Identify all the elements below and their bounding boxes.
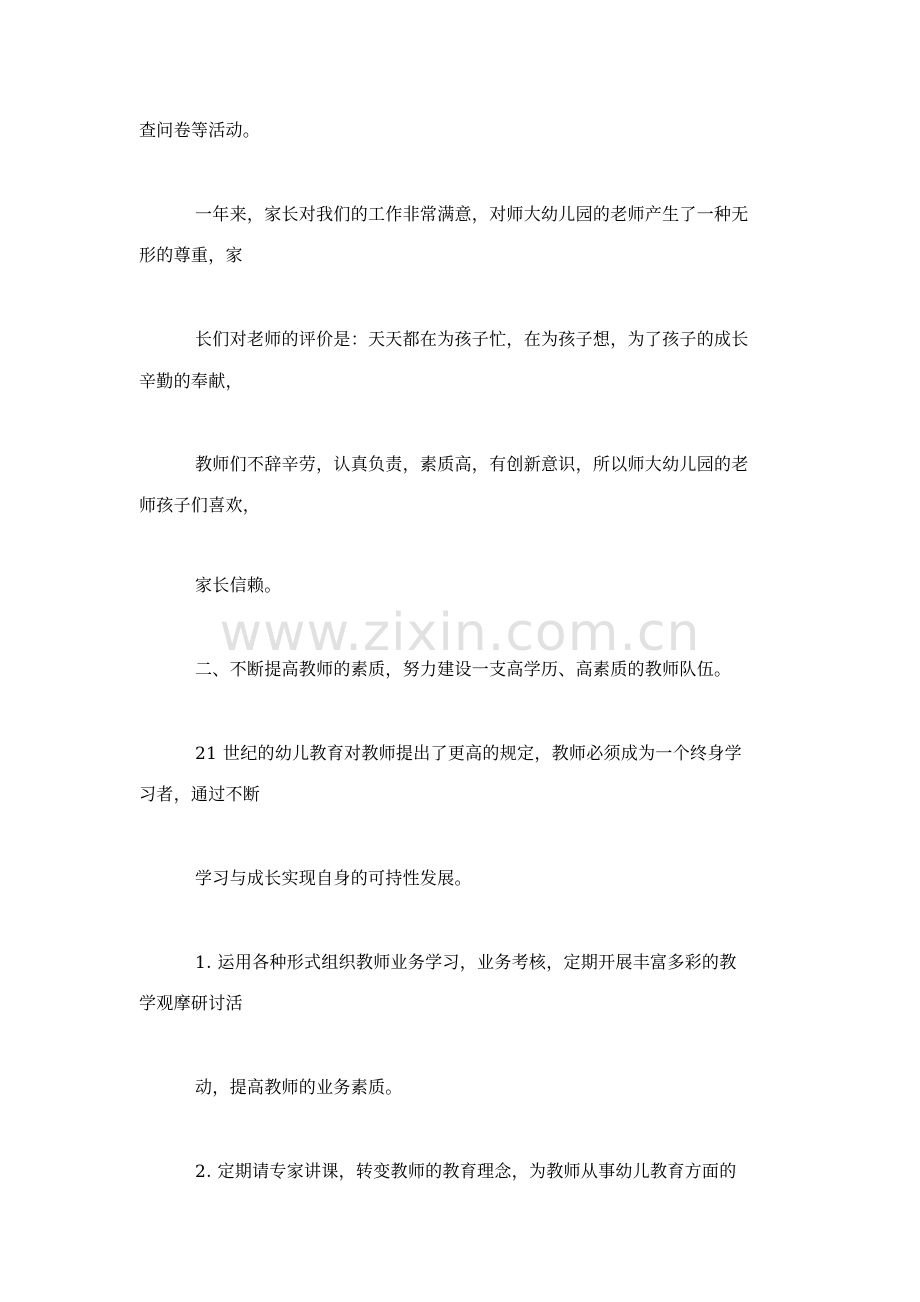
section-heading: 二、不断提高教师的素质，努力建设一支高学历、高素质的教师队伍。 [195, 660, 732, 680]
text-line: 动，提高教师的业务素质。 [195, 1078, 403, 1098]
text-line: 习者，通过不断 [139, 785, 261, 805]
text-line: 师孩子们喜欢， [139, 496, 261, 516]
text-line: 辛勤的奉献， [139, 372, 243, 392]
text-line: 学观摩研讨活 [139, 994, 243, 1014]
text-line: 一年来，家长对我们的工作非常满意，对师大幼儿园的老师产生了一种无 [195, 205, 749, 225]
list-item: 1. 运用各种形式组织教师业务学习，业务考核，定期开展丰富多彩的教 [195, 953, 737, 973]
text-line: 21 世纪的幼儿教育对教师提出了更高的规定，教师必须成为一个终身学 [195, 744, 742, 764]
text-line: 家长信赖。 [195, 576, 282, 596]
text-line: 教师们不辞辛劳，认真负责，素质高，有创新意识，所以师大幼儿园的老 [195, 455, 749, 475]
watermark: www.zixin.com.cn [219, 603, 701, 663]
text-line: 形的尊重，家 [139, 246, 243, 266]
text-line: 查问卷等活动。 [139, 121, 261, 141]
text-line: 长们对老师的评价是：天天都在为孩子忙，在为孩子想，为了孩子的成长 [195, 330, 749, 350]
list-item: 2. 定期请专家讲课，转变教师的教育理念，为教师从事幼儿教育方面的 [195, 1162, 737, 1182]
text-line: 学习与成长实现自身的可持性发展。 [195, 869, 472, 889]
